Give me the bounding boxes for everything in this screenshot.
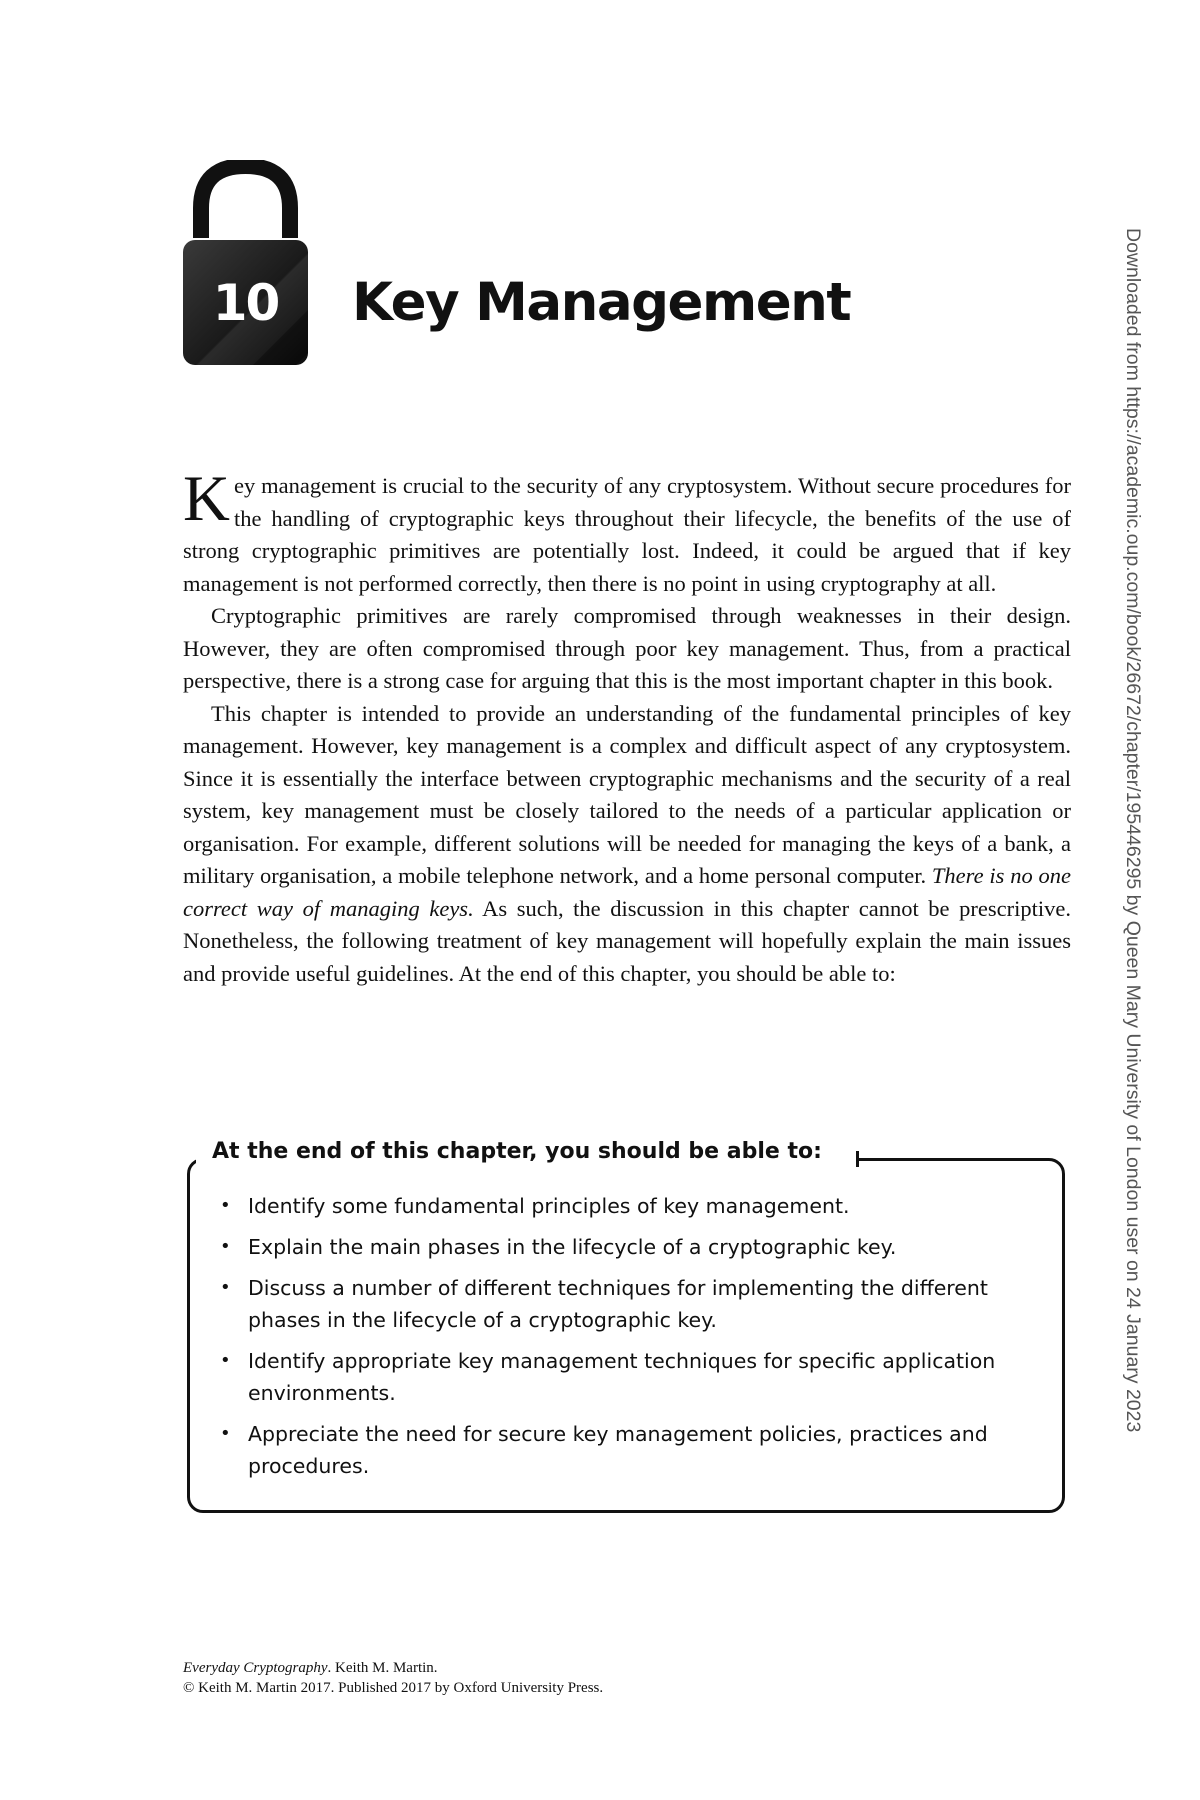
drop-cap: K [183,463,230,535]
paragraph-2: Cryptographic primitives are rarely compromised through weaknesses in their design. However, they are often compromised through poor key management. Thus, from a practical perspective, there is a strong case for arguing that this is the most important chapter in this book. [183,603,1071,693]
bullet-icon: • [220,1423,231,1444]
paragraph-3-text-after: As such, the discussion in this chapter cannot be prescriptive. Nonetheless, the following treatment of key management will hopefully explain the main issues and provide useful guidelines. At the end of this chapter, you should be able to: [183,895,1071,986]
objective-item [218,1231,1040,1263]
objectives-title-tick [856,1151,859,1167]
objective-text: Identify some fundamental principles of key management. [248,1194,850,1218]
objective-text: Identify appropriate key management techniques for specific application environments. [248,1349,996,1405]
objective-text: Appreciate the need for secure key management policies, practices and procedures. [248,1422,988,1478]
chapter-title: Key Management [352,272,851,333]
chapter-body [183,463,1072,990]
paragraph-1 [183,463,1071,600]
footer-copyright: © Keith M. Martin 2017. Published 2017 by Oxford University Press. [183,1680,604,1696]
objective-item [218,1190,1040,1222]
objectives-list [218,1190,1040,1491]
paragraph-3-emphasis: There is no one correct way of managing keys. [183,863,1072,921]
paragraph-3-text-before: This chapter is intended to provide an understanding of the fundamental principles of key management. However, key management is a complex and difficult aspect of any cryptosystem. Since it is essentially the interface between cryptographic mechanisms and the security of a real system, key management must be closely tailored to the needs of a particular application or organisation. For example, different solutions will be needed for managing the keys of a bank, a military organisation, a mobile telephone network, and a home personal computer. [183,700,1071,888]
bullet-icon: • [220,1195,231,1216]
book-title: Everyday Cryptography [183,1660,328,1676]
footer-author: . Keith M. Martin. [327,1660,438,1676]
chapter-number: 10 [212,274,279,332]
paragraph-3 [183,698,1071,991]
paragraph-1-text: ey management is crucial to the security of any cryptosystem. Without secure procedures for the handling of cryptographic keys throughout their lifecycle, the benefits of the use of strong cryptographic primitives are potentially lost. Indeed, it could be argued that if key management is not performed correctly, then there is no point in using cryptography at all. [183,473,1071,596]
objectives-title: At the end of this chapter, you should be able to: [212,1139,822,1164]
bullet-icon: • [220,1236,231,1257]
download-watermark: Downloaded from https://academic.oup.com/book/26672/chapter/195446295 by Queen Mary University of London user on 24 January 2023 [1122,228,1144,1433]
objective-item [218,1418,1040,1482]
page-footer [183,1658,603,1698]
bullet-icon: • [220,1277,231,1298]
objective-text: Discuss a number of different techniques for implementing the different phases in the lifecycle of a cryptographic key. [248,1276,988,1332]
bullet-icon: • [220,1350,231,1371]
footer-citation [183,1658,603,1678]
objective-item [218,1272,1040,1336]
objective-item [218,1345,1040,1409]
objective-text: Explain the main phases in the lifecycle of a cryptographic key. [248,1235,897,1259]
